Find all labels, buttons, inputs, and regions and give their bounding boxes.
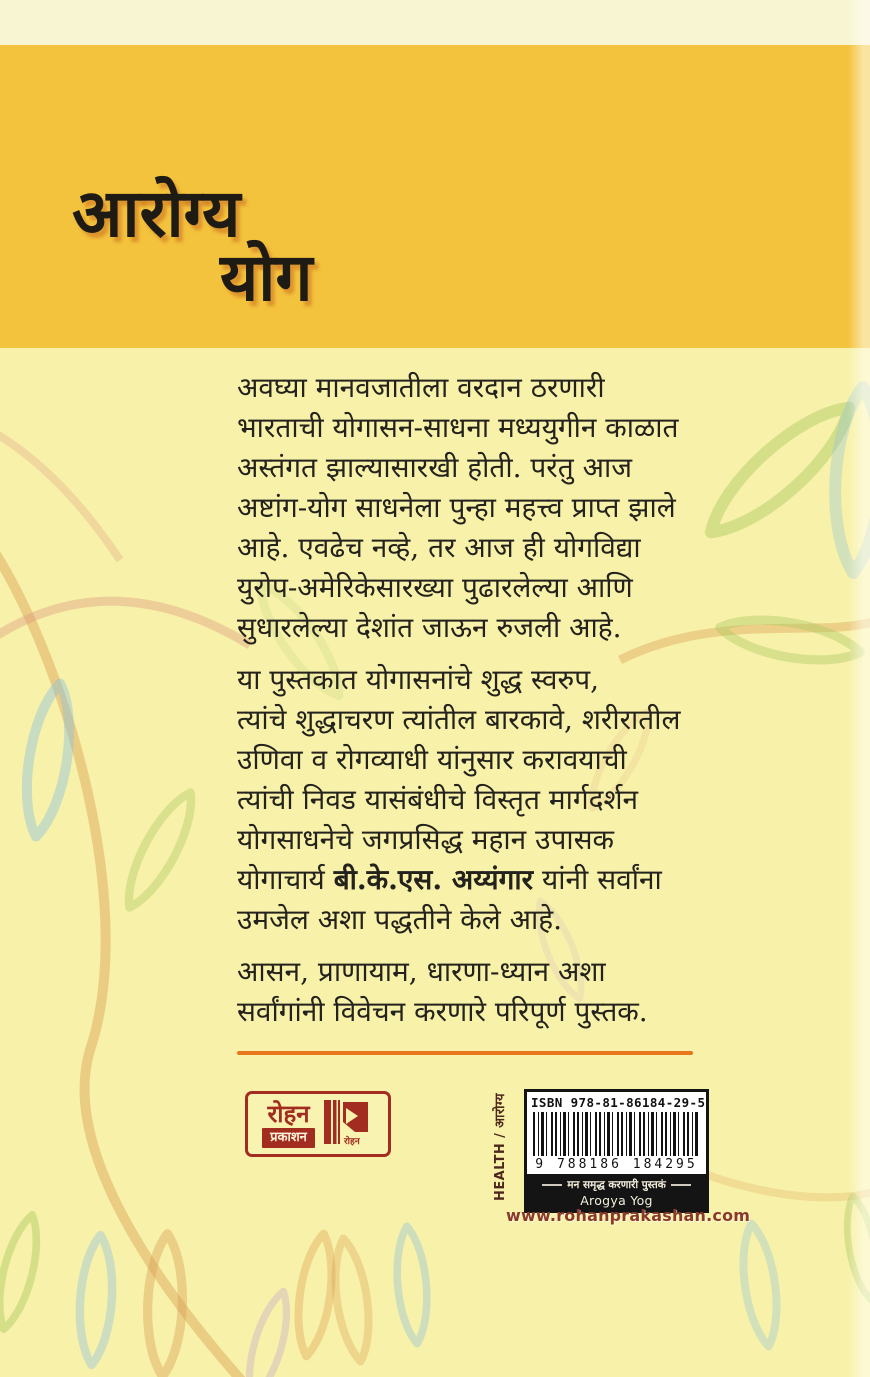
title-band xyxy=(0,45,870,348)
publisher-logo-text xyxy=(262,1098,315,1148)
publisher-subtitle: प्रकाशन xyxy=(262,1128,315,1148)
book-icon xyxy=(322,1098,374,1150)
ean-digits: 9 788186 184295 xyxy=(535,1157,698,1172)
publisher-tagline: मन समृद्ध करणारी पुस्तकं xyxy=(567,1179,666,1191)
back-cover-blurb xyxy=(237,368,717,1044)
publisher-tagline-row xyxy=(527,1178,706,1192)
publisher-logo xyxy=(245,1091,391,1157)
blurb-line: आसन, प्राणायाम, धारणा-ध्यान अशा xyxy=(237,955,606,988)
title-transliteration: Arogya Yog xyxy=(580,1193,653,1208)
category-label: HEALTH / आरोग्य xyxy=(493,1093,508,1201)
orange-divider-rule xyxy=(237,1051,693,1055)
tagline-dash-right xyxy=(671,1184,691,1186)
isbn-label: ISBN 978-81-86184-29-5 xyxy=(531,1095,706,1110)
book-title-line2: योग xyxy=(220,238,313,316)
blurb-line: सुधारलेल्या देशांत जाऊन रुजली आहे. xyxy=(237,611,622,644)
blurb-line: भारताची योगासन-साधना मध्ययुगीन काळात xyxy=(237,411,679,444)
svg-text:रोहन: रोहन xyxy=(343,1137,360,1147)
blurb-line: अवघ्या मानवजातीला वरदान ठरणारी xyxy=(237,371,605,404)
blurb-line: आहे. एवढेच नव्हे, तर आज ही योगविद्या xyxy=(237,531,641,564)
barcode-bars xyxy=(533,1112,700,1156)
blurb-line: उमजेल अशा पद्धतीने केले आहे. xyxy=(237,903,563,936)
blurb-line: उणिवा व रोगव्याधी यांनुसार करावयाची xyxy=(237,743,627,776)
blurb-line: युरोप-अमेरिकेसारख्या पुढारलेल्या आणि xyxy=(237,571,633,604)
barcode-panel xyxy=(527,1092,706,1174)
author-name: बी.के.एस. अय्यंगार xyxy=(333,863,534,896)
author-line-prefix: योगाचार्य xyxy=(237,863,334,896)
blurb-line: अस्तंगत झाल्यासारखी होती. परंतु आज xyxy=(237,451,633,484)
blurb-paragraph-3 xyxy=(237,952,717,1032)
blurb-line: सर्वांगांनी विवेचन करणारे परिपूर्ण पुस्तक. xyxy=(237,995,648,1028)
blurb-line: योगसाधनेचे जगप्रसिद्ध महान उपासक xyxy=(237,823,615,856)
publisher-name: रोहन xyxy=(267,1098,310,1128)
blurb-line: त्यांची निवड यासंबंधीचे विस्तृत मार्गदर्शन xyxy=(237,783,639,816)
book-title xyxy=(72,174,313,316)
book-title-line1: आरोग्य xyxy=(72,174,241,252)
publisher-website: www.rohanprakashan.com xyxy=(506,1206,751,1225)
tagline-dash-left xyxy=(542,1184,562,1186)
blurb-paragraph-1 xyxy=(237,368,717,648)
author-line-suffix: यांनी सर्वांना xyxy=(533,863,662,896)
blurb-author-line xyxy=(237,860,717,900)
blurb-line: त्यांचे शुद्धाचरण त्यांतील बारकावे, शरीरातील xyxy=(237,703,681,736)
top-cream-strip xyxy=(0,0,870,45)
blurb-line: अष्टांग-योग साधनेला पुन्हा महत्त्व प्राप्त झाले xyxy=(237,491,676,524)
blurb-line: या पुस्तकात योगासनांचे शुद्ध स्वरुप, xyxy=(237,663,599,696)
barcode-block xyxy=(524,1089,709,1213)
blurb-paragraph-2 xyxy=(237,660,717,940)
